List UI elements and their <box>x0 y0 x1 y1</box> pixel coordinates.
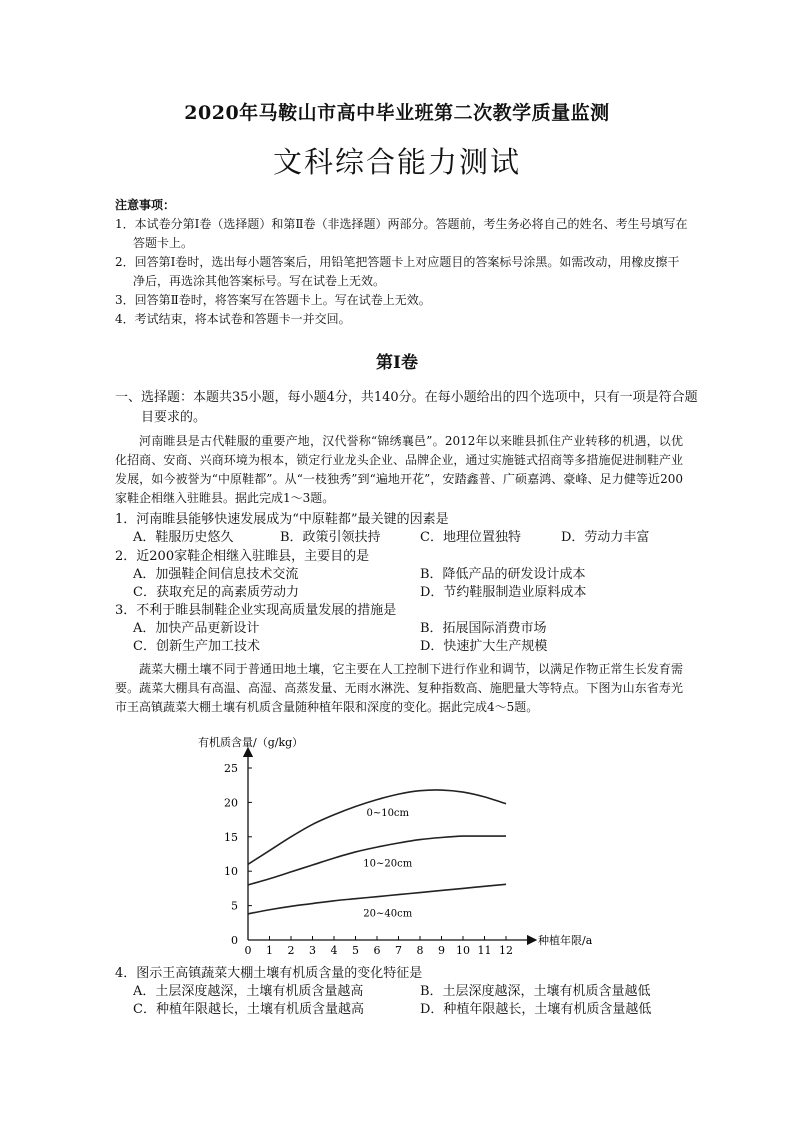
question-4-option-a: A．土层深度越深，土壤有机质含量越高 <box>133 984 364 999</box>
notes-item: 3．回答第Ⅱ卷时，将答案写在答题卡上。写在试卷上无效。 <box>115 293 431 307</box>
notes-item: 2．回答第Ⅰ卷时，选出每小题答案后，用铅笔把答题卡上对应题目的答案标号涂黑。如需改动，用橡皮擦干净后，再选涂其他答案标号。写在试卷上无效。 <box>115 255 680 288</box>
notes-item: 1．本试卷分第Ⅰ卷（选择题）和第Ⅱ卷（非选择题）两部分。答题前，考生务必将自己的姓名、考生号填写在答题卡上。 <box>115 217 688 250</box>
question-4-option-d: D．种植年限越长，土壤有机质含量越低 <box>420 1002 652 1017</box>
passage-2: 蔬菜大棚土壤不同于普通田地土壤，它主要在人工控制下进行作业和调节，以满足作物正常生长发育需要。蔬菜大棚具有高温、高湿、高蒸发量、无雨水淋洗、复种指数高、施肥量大等特点。下图为山东省寿光市王高镇蔬菜大棚土壤有机质含量随种植年限和深度的变化。据此完成4～5题。 <box>115 662 683 714</box>
x-tick-label: 8 <box>416 944 424 955</box>
question-3-option-c: C．创新生产加工技术 <box>133 639 260 654</box>
question-1-option-a: A．鞋服历史悠久 <box>133 530 234 545</box>
question-2-option-a: A．加强鞋企间信息技术交流 <box>133 567 299 582</box>
x-tick-label: 5 <box>352 944 359 955</box>
x-tick-label: 11 <box>477 944 492 955</box>
y-tick-label: 10 <box>224 865 238 879</box>
question-1-stem: 1．河南睢县能够快速发展成为“中原鞋都”最关键的因素是 <box>115 512 449 527</box>
question-3-option-a: A．加快产品更新设计 <box>133 621 260 636</box>
question-2-option-c: C．获取充足的高素质劳动力 <box>133 585 299 600</box>
y-tick-label: 5 <box>231 899 238 913</box>
x-tick-label: 9 <box>438 944 445 955</box>
series-label: 20~40cm <box>363 908 413 920</box>
x-tick-label: 2 <box>287 944 295 955</box>
x-tick-label: 0 <box>244 944 252 955</box>
y-tick-label: 15 <box>224 830 238 844</box>
x-tick-label: 12 <box>499 944 513 955</box>
question-2-stem: 2．近200家鞋企相继入驻睢县，主要目的是 <box>115 549 370 564</box>
question-4-option-c: C．种植年限越长，土壤有机质含量越高 <box>133 1002 364 1017</box>
notes-block <box>115 196 690 329</box>
question-1-option-d: D．劳动力丰富 <box>561 530 650 545</box>
x-tick-label: 4 <box>330 944 338 955</box>
x-tick-label: 7 <box>395 944 402 955</box>
series-label: 10~20cm <box>363 858 413 870</box>
question-3-stem: 3．不利于睢县制鞋企业实现高质量发展的措施是 <box>115 603 397 618</box>
paper-subtitle: 文科综合能力测试 <box>272 145 521 179</box>
instruction: 一、选择题：本题共35小题，每小题4分，共140分。在每小题给出的四个选项中，只有一项是符合题目要求的。 <box>115 390 698 425</box>
question-3-option-d: D．快速扩大生产规模 <box>420 639 548 654</box>
question-2-option-b: B．降低产品的研发设计成本 <box>420 567 586 582</box>
y-tick-label: 25 <box>224 762 238 775</box>
section-title: 第Ⅰ卷 <box>376 353 418 373</box>
question-4-stem: 4．图示王高镇蔬菜大棚土壤有机质含量的变化特征是 <box>115 966 423 981</box>
question-3-option-b: B．拓展国际消费市场 <box>420 621 547 636</box>
question-1-option-b: B．政策引领扶持 <box>280 530 381 545</box>
x-tick-label: 10 <box>456 944 470 955</box>
x-tick-label: 1 <box>266 944 273 955</box>
x-tick-label: 6 <box>373 944 381 955</box>
x-tick-label: 3 <box>309 944 316 955</box>
notes-heading: 注意事项： <box>115 198 176 212</box>
series-label: 0~10cm <box>366 808 410 820</box>
question-4-option-b: B．土层深度越深，土壤有机质含量越低 <box>420 984 651 999</box>
passage-1: 河南睢县是古代鞋服的重要产地，汉代誉称“锦绣襄邑”。2012年以来睢县抓住产业转移的机遇，以优化招商、安商、兴商环境为根本，锁定行业龙头企业、品牌企业，通过实施链式招商等多措施促进制鞋产业发展，如今被誉为“中原鞋都”。从“一枝独秀”到“遍地开花”，安踏鑫普、广硕嘉鸿、豪峰、足力健等近200家鞋企相继入驻睢县。据此完成1～3题。 <box>115 434 683 505</box>
x-axis-label: 种植年限/a <box>538 934 593 947</box>
organic-matter-chart <box>190 730 610 955</box>
y-tick-label: 0 <box>231 934 238 947</box>
notes-item: 4．考试结束，将本试卷和答题卡一并交回。 <box>115 312 351 326</box>
y-axis-label: 有机质含量/（g/kg） <box>198 736 304 749</box>
paper-title: 2020年马鞍山市高中毕业班第二次教学质量监测 <box>184 102 610 124</box>
question-2-option-d: D．节约鞋服制造业原料成本 <box>420 585 587 600</box>
series-line-0~10cm <box>248 790 506 864</box>
question-1-option-c: C．地理位置独特 <box>420 530 521 545</box>
y-tick-label: 20 <box>224 796 238 810</box>
